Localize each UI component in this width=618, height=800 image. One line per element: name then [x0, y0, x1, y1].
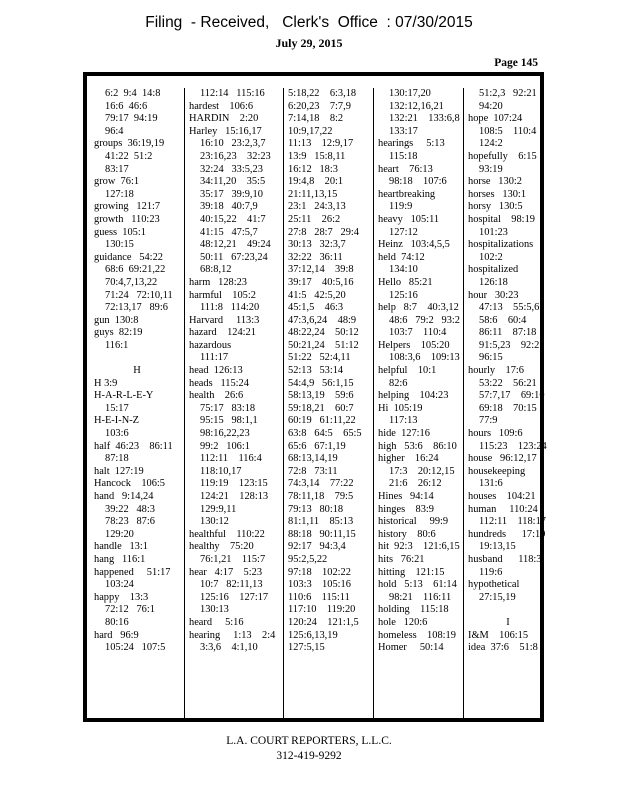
index-entry: H-A-R-L-E-Y [94, 390, 154, 402]
index-entry: 70:4,7,13,22 [105, 276, 158, 288]
index-entry: 78:23 87:6 [105, 516, 155, 528]
index-entry: 115:18 [389, 150, 418, 162]
index-entry: holding 115:18 [378, 604, 449, 616]
index-entry: hand 9:14,24 [94, 491, 154, 502]
index-entry: 98:18 107:6 [389, 176, 447, 188]
index-entry: hopefully 6:15 [468, 150, 537, 162]
index-entry: 23:1 24:3,13 [288, 201, 346, 213]
index-entry: 11:13 12:9,17 [288, 138, 354, 150]
index-entry: 95:15 98:1,1 [200, 415, 258, 427]
word-index-box [83, 72, 547, 722]
index-entry: horses 130:1 [468, 188, 527, 200]
index-entry: groups 36:19,19 [94, 138, 165, 150]
index-entry: I&M 106:15 [468, 629, 529, 641]
index-entry: 131:6 [479, 478, 503, 490]
index-entry: 72:13,17 89:6 [105, 302, 168, 314]
index-entry: 60:19 61:11,22 [288, 415, 356, 427]
index-entry: growing 121:7 [94, 201, 161, 213]
index-entry: hide 127:16 [378, 428, 430, 440]
index-entry: head 126:13 [189, 365, 243, 377]
index-entry: 45:1,5 46:3 [288, 302, 344, 314]
index-entry: 130:12 [200, 516, 229, 528]
index-column [463, 88, 548, 718]
index-entry: hypothetical [468, 579, 520, 591]
index-entry: 108:5 110:4 [479, 125, 537, 137]
index-entry: HARDIN 2:20 [189, 113, 259, 125]
index-entry: H-E-I-N-Z [94, 415, 140, 427]
index-entry: 48:6 79:2 93:2 [389, 314, 461, 326]
index-entry: 27:8 28:7 29:4 [288, 226, 360, 238]
index-entry: 75:17 83:18 [200, 402, 256, 414]
index-entry: hourly 17:6 [468, 365, 524, 377]
index-entry: 93:19 [479, 163, 503, 175]
index-entry: 125:6,13,19 [288, 629, 338, 641]
index-entry: 47:13 55:5,6 [479, 302, 540, 314]
index-entry: 69:18 70:15 [479, 402, 537, 414]
index-entry: 35:17 39:9,10 [200, 188, 263, 200]
index-entry: 82:6 [389, 377, 408, 389]
index-entry: 58:13,19 59:6 [288, 390, 354, 402]
index-entry: 54:4,9 56:1,15 [288, 377, 354, 389]
index-entry: history 80:6 [378, 528, 436, 540]
index-entry: hang 116:1 [94, 553, 146, 565]
index-entry: horsy 130:5 [468, 201, 523, 213]
index-entry: hazardous [189, 339, 232, 351]
index-entry: 16:10 23:2,3,7 [200, 138, 266, 150]
index-entry: halt 127:19 [94, 465, 144, 477]
index-entry: 124:21 128:13 [200, 491, 269, 502]
index-entry: 125:16 127:17 [200, 591, 269, 603]
index-entry: heavy 105:11 [378, 213, 440, 225]
index-entry: 32:22 36:11 [288, 251, 343, 263]
index-entry: 118:10,17 [200, 465, 242, 477]
index-entry: 7:14,18 8:2 [288, 113, 344, 125]
index-entry: 39:18 40:7,9 [200, 201, 258, 213]
index-entry: higher 16:24 [378, 453, 439, 465]
index-entry: 78:11,18 79:5 [288, 491, 354, 502]
index-entry: 25:11 26:2 [288, 213, 341, 225]
index-entry: 48:22,24 50:12 [288, 327, 359, 339]
index-entry: 97:18 102:22 [288, 566, 351, 578]
index-entry: hospital 98:19 [468, 213, 535, 225]
index-entry: 65:6 67:1,19 [288, 440, 346, 452]
index-entry: 51:2,3 92:21 [479, 88, 537, 99]
index-entry: 23:16,23 32:23 [200, 150, 271, 162]
index-entry: hear 4:17 5:23 [189, 566, 263, 578]
index-entry: 88:18 90:11,15 [288, 528, 356, 540]
index-entry: held 74:12 [378, 251, 425, 263]
index-entry: heart 76:13 [378, 163, 433, 175]
page-number: Page 145 [494, 57, 538, 69]
index-entry: house 96:12,17 [468, 453, 537, 465]
index-entry: 74:3,14 77:22 [288, 478, 354, 490]
index-entry: horse 130:2 [468, 176, 522, 188]
index-entry: 119:19 123:15 [200, 478, 268, 490]
index-entry: helpful 10:1 [378, 365, 437, 377]
index-entry: historical 99:9 [378, 516, 449, 528]
index-entry: 133:17 [389, 125, 418, 137]
index-entry: hit 92:3 121:6,15 [378, 541, 460, 553]
index-entry: 3:3,6 4:1,10 [200, 642, 258, 654]
index-entry: Homer 50:14 [378, 642, 444, 654]
index-entry: Harley 15:16,17 [189, 125, 262, 137]
index-entry: hour 30:23 [468, 289, 519, 301]
reporter-phone: 312-419-9292 [276, 750, 342, 762]
index-entry: 96:15 [479, 352, 503, 364]
index-entry: gun 130:8 [94, 314, 139, 326]
index-entry: 41:22 51:2 [105, 150, 153, 162]
index-spacer [468, 604, 548, 617]
index-entry: homeless 108:19 [378, 629, 456, 641]
index-entry: 111:17 [200, 352, 229, 364]
index-entry: hinges 83:9 [378, 503, 434, 515]
index-entry: 50:11 67:23,24 [200, 251, 268, 263]
index-entry: 134:10 [389, 264, 418, 276]
index-entry: 63:8 64:5 65:5 [288, 428, 362, 440]
index-entry: 92:17 94:3,4 [288, 541, 346, 553]
index-entry: 103:3 105:16 [288, 579, 351, 591]
index-entry: 103:6 [105, 428, 129, 440]
index-entry: 79:17 94:19 [105, 113, 158, 125]
index-entry: 19:4,8 20:1 [288, 176, 344, 188]
index-entry: 132:21 133:6,8 [389, 113, 460, 125]
index-entry: 30:13 32:3,7 [288, 239, 346, 251]
index-entry: heads 115:24 [189, 377, 249, 389]
index-entry: 32:24 33:5,23 [200, 163, 263, 175]
index-column [373, 88, 461, 718]
index-entry: 39:17 40:5,16 [288, 276, 354, 288]
index-entry: 21:11,13,15 [288, 188, 338, 200]
index-entry: healthful 110:22 [189, 528, 265, 540]
index-entry: husband 118:3 [468, 553, 542, 565]
index-entry: 47:3,6,24 48:9 [288, 314, 357, 326]
index-entry: 68:6 69:21,22 [105, 264, 166, 276]
index-section-letter: H [133, 365, 141, 377]
index-entry: 132:12,16,21 [389, 100, 444, 112]
document-date: July 29, 2015 [275, 36, 343, 50]
index-entry: Heinz 103:4,5,5 [378, 239, 450, 251]
index-entry: 13:9 15:8,11 [288, 150, 346, 162]
index-column [184, 88, 283, 718]
index-entry: heartbreaking [378, 188, 436, 200]
index-entry: 94:20 [479, 100, 503, 112]
index-entry: 105:24 107:5 [105, 642, 166, 654]
index-entry: happened 51:17 [94, 566, 171, 578]
index-entry: 10:7 82:11,13 [200, 579, 263, 591]
index-entry: grow 76:1 [94, 176, 140, 188]
index-entry: hospitalizations [468, 239, 534, 251]
index-entry: 41:15 47:5,7 [200, 226, 258, 238]
index-entry: 117:10 119:20 [288, 604, 356, 616]
index-entry: 129:9,11 [200, 503, 237, 515]
index-entry: hospitalized [468, 264, 519, 276]
index-entry: 68:13,14,19 [288, 453, 338, 465]
index-entry: healthy 75:20 [189, 541, 254, 553]
index-entry: 102:2 [479, 251, 503, 263]
index-entry: 127:5,15 [288, 642, 325, 654]
index-entry: 15:17 [105, 402, 129, 414]
index-entry: 103:24 [105, 579, 134, 591]
index-entry: Harvard 113:3 [189, 314, 260, 326]
index-entry: 83:17 [105, 163, 129, 175]
index-entry: 81:1,11 85:13 [288, 516, 354, 528]
index-entry: hits 76:21 [378, 553, 425, 565]
index-entry: 119:6 [479, 566, 503, 578]
index-entry: 96:4 [105, 125, 124, 137]
index-entry: 17:3 20:12,15 [389, 465, 455, 477]
index-entry: 87:18 [105, 453, 129, 465]
index-entry: 120:24 121:1,5 [288, 616, 359, 628]
index-entry: houses 104:21 [468, 491, 536, 502]
index-spacer [94, 352, 180, 365]
index-entry: hours 109:6 [468, 428, 523, 440]
index-entry: 125:16 [389, 289, 418, 301]
index-entry: 50:21,24 51:12 [288, 339, 359, 351]
index-entry: 103:7 110:4 [389, 327, 447, 339]
index-entry: help 8:7 40:3,12 [378, 302, 459, 314]
index-entry: 16:12 18:3 [288, 163, 338, 175]
index-entry: 39:22 48:3 [105, 503, 155, 515]
index-entry: 6:20,23 7:7,9 [288, 100, 351, 112]
index-entry: 76:1,21 115:7 [200, 553, 266, 565]
index-entry: 130:17,20 [389, 88, 431, 99]
index-entry: 115:23 123:24 [479, 440, 547, 452]
index-entry: hearings 5:13 [378, 138, 445, 150]
index-entry: hitting 121:15 [378, 566, 445, 578]
index-entry: 124:2 [479, 138, 503, 150]
index-entry: 116:1 [105, 339, 129, 351]
index-entry: Hi 105:19 [378, 402, 423, 414]
index-entry: 108:3,6 109:13 [389, 352, 460, 364]
index-entry: helping 104:23 [378, 390, 449, 402]
index-entry: hazard 124:21 [189, 327, 256, 339]
index-entry: harm 128:23 [189, 276, 248, 288]
index-entry: 99:2 106:1 [200, 440, 250, 452]
index-entry: 86:11 87:18 [479, 327, 537, 339]
index-entry: Hello 85:21 [378, 276, 433, 288]
index-entry: H 3:9 [94, 377, 118, 389]
index-entry: housekeeping [468, 465, 526, 477]
index-entry: 52:13 53:14 [288, 365, 344, 377]
index-entry: Hancock 106:5 [94, 478, 165, 490]
index-entry: hard 96:9 [94, 629, 139, 641]
index-entry: 91:5,23 92:2 [479, 339, 540, 351]
index-entry: growth 110:23 [94, 213, 160, 225]
index-entry: 111:8 114:20 [200, 302, 260, 314]
index-entry: hardest 106:6 [189, 100, 254, 112]
index-entry: happy 13:3 [94, 591, 149, 603]
index-entry: 21:6 26:12 [389, 478, 442, 490]
index-entry: 101:23 [479, 226, 508, 238]
index-entry: Hines 94:14 [378, 491, 434, 502]
index-entry: 71:24 72:10,11 [105, 289, 173, 301]
index-entry: Helpers 105:20 [378, 339, 450, 351]
index-entry: 95:2,5,22 [288, 553, 328, 565]
index-entry: 68:8,12 [200, 264, 232, 276]
index-entry: 53:22 56:21 [479, 377, 537, 389]
index-entry: 129:20 [105, 528, 134, 540]
index-entry: 37:12,14 39:8 [288, 264, 354, 276]
index-entry: heard 5:16 [189, 616, 244, 628]
index-entry: hearing 1:13 2:4 [189, 629, 276, 641]
index-entry: guidance 54:22 [94, 251, 163, 263]
index-entry: 58:6 60:4 [479, 314, 527, 326]
index-entry: 40:15,22 41:7 [200, 213, 266, 225]
index-entry: 117:13 [389, 415, 418, 427]
index-entry: 98:21 116:11 [389, 591, 452, 603]
index-entry: 48:12,21 49:24 [200, 239, 271, 251]
index-entry: 112:11 116:4 [200, 453, 262, 465]
index-entry: 130:13 [200, 604, 229, 616]
index-entry: 98:16,22,23 [200, 428, 250, 440]
index-entry: 80:16 [105, 616, 129, 628]
index-entry: 126:18 [479, 276, 508, 288]
index-entry: 112:14 115:16 [200, 88, 265, 99]
index-entry: 127:18 [105, 188, 134, 200]
index-entry: 41:5 42:5,20 [288, 289, 346, 301]
index-entry: harmful 105:2 [189, 289, 256, 301]
index-entry: hope 107:24 [468, 113, 523, 125]
index-entry: hold 5:13 61:14 [378, 579, 457, 591]
index-entry: 27:15,19 [479, 591, 516, 603]
index-entry: guys 82:19 [94, 327, 143, 339]
index-entry: 34:11,20 35:5 [200, 176, 266, 188]
index-entry: handle 13:1 [94, 541, 148, 553]
index-entry: 57:7,17 69:10 [479, 390, 545, 402]
index-entry: 130:15 [105, 239, 134, 251]
index-column [283, 88, 375, 718]
index-entry: 119:9 [389, 201, 413, 213]
index-entry: 6:2 9:4 14:8 [105, 88, 161, 99]
index-entry: human 110:24 [468, 503, 538, 515]
index-column [94, 88, 180, 718]
index-entry: health 26:6 [189, 390, 244, 402]
index-entry: 127:12 [389, 226, 418, 238]
index-entry: half 46:23 86:11 [94, 440, 173, 452]
index-entry: 59:18,21 60:7 [288, 402, 354, 414]
index-entry: 79:13 80:18 [288, 503, 344, 515]
index-entry: hole 120:6 [378, 616, 428, 628]
index-entry: 5:18,22 6:3,18 [288, 88, 357, 99]
index-entry: 112:11 118:17 [479, 516, 546, 528]
index-entry: 19:13,15 [479, 541, 516, 553]
index-entry: idea 37:6 51:8 [468, 642, 538, 654]
index-entry: 72:12 76:1 [105, 604, 155, 616]
index-entry: 72:8 73:11 [288, 465, 338, 477]
index-entry: 110:6 115:11 [288, 591, 350, 603]
index-entry: 10:9,17,22 [288, 125, 333, 137]
index-entry: 51:22 52:4,11 [288, 352, 351, 364]
index-section-letter: I [506, 616, 510, 628]
index-entry: 16:6 46:6 [105, 100, 148, 112]
index-entry: 77:9 [479, 415, 498, 427]
index-entry: high 53:6 86:10 [378, 440, 457, 452]
index-entry: guess 105:1 [94, 226, 146, 238]
index-entry: hundreds 17:10 [468, 528, 546, 540]
reporter-company: L.A. COURT REPORTERS, L.L.C. [226, 735, 392, 747]
filing-stamp-line: Filing - Received, Clerk's Office : 07/30/2015 [145, 14, 473, 31]
